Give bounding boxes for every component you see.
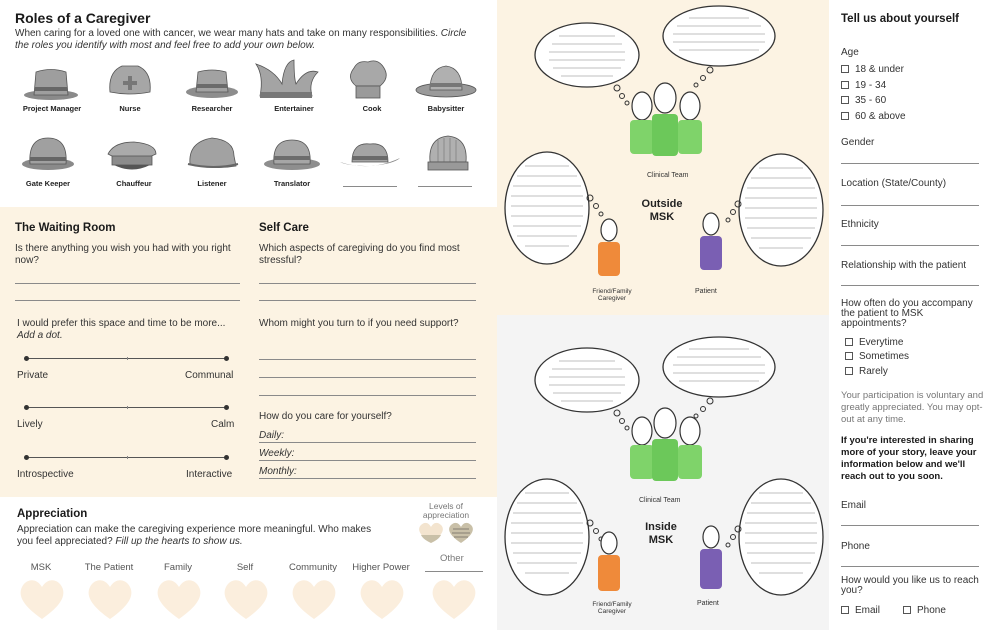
share-note: If you're interested in sharing more of your story, leave your information below and we'll reach out to you soon. bbox=[841, 435, 977, 482]
monthly-label: Monthly: bbox=[259, 466, 297, 477]
scale-2-left: Lively bbox=[17, 419, 43, 430]
scale-1-right: Communal bbox=[185, 370, 234, 381]
stress-line-1[interactable] bbox=[259, 283, 476, 284]
frequency-option-2[interactable] bbox=[845, 351, 909, 362]
appreciation-heart-other-icon[interactable] bbox=[430, 577, 478, 621]
frequency-question: How often do you accompany the patient to MSK appointments? bbox=[841, 298, 973, 329]
phone-label: Phone bbox=[841, 541, 870, 552]
hat-label-8: Chauffeur bbox=[116, 179, 152, 188]
heart-label: Community bbox=[288, 562, 338, 573]
chef-hat-icon bbox=[346, 58, 390, 102]
self-care-q2: Whom might you turn to if you need support? bbox=[259, 318, 459, 329]
self-care-q1: Which aspects of caregiving do you find most stressful? bbox=[259, 243, 460, 266]
age-option-4[interactable] bbox=[841, 111, 906, 122]
prefer-prompt bbox=[17, 318, 247, 342]
weekly-line[interactable] bbox=[259, 460, 476, 461]
reach-checkbox-email[interactable] bbox=[841, 606, 849, 614]
frequency-checkbox-2[interactable] bbox=[845, 352, 853, 360]
roles-instruction: Circle the roles you identify with most and feel free to add your own below. bbox=[15, 28, 467, 51]
hat-label-10: Translator bbox=[273, 179, 311, 188]
outside-msk-label: Outside MSK bbox=[641, 198, 683, 223]
email-label: Email bbox=[841, 500, 867, 511]
inside-msk-panel bbox=[497, 315, 829, 630]
appreciation-heart-icon[interactable] bbox=[86, 577, 134, 621]
listener-hat-icon bbox=[186, 134, 240, 172]
age-option-1-label: 18 & under bbox=[855, 64, 904, 75]
about-section bbox=[829, 0, 994, 630]
appreciation-heart-icon[interactable] bbox=[358, 577, 406, 621]
appreciation-heart-icon[interactable] bbox=[155, 577, 203, 621]
scale-3-left: Introspective bbox=[17, 469, 74, 480]
nurse-cap-icon bbox=[106, 62, 154, 102]
inside-friend-label: Friend/Family Caregiver bbox=[592, 601, 632, 615]
roles-intro-text: When caring for a loved one with cancer, we wear many hats and take on many responsibilities. bbox=[15, 28, 438, 39]
inside-msk-illustration bbox=[497, 315, 829, 630]
location-line[interactable] bbox=[841, 205, 979, 206]
reach-question: How would you like us to reach you? bbox=[841, 575, 979, 596]
heart-label: The Patient bbox=[84, 562, 134, 573]
hat-label-3: Researcher bbox=[191, 104, 233, 113]
phone-line[interactable] bbox=[841, 566, 979, 567]
roles-section bbox=[0, 0, 497, 207]
appreciation-intro-text: Appreciation can make the caregiving experience more meaningful. Who makes you feel appreciated? bbox=[17, 524, 372, 547]
age-option-4-label: 60 & above bbox=[855, 111, 906, 122]
hat-label-6: Babysitter bbox=[427, 104, 465, 113]
waiting-selfcare-section bbox=[0, 207, 497, 497]
gender-line[interactable] bbox=[841, 163, 979, 164]
daily-line[interactable] bbox=[259, 442, 476, 443]
hat-label-4: Entertainer bbox=[274, 104, 314, 113]
researcher-hat-icon bbox=[184, 66, 240, 100]
chauffeur-cap-icon bbox=[104, 138, 160, 174]
age-option-3[interactable] bbox=[841, 95, 886, 106]
translator-hat-icon bbox=[262, 134, 322, 172]
reach-option-phone[interactable] bbox=[903, 605, 946, 616]
age-label: Age bbox=[841, 47, 859, 58]
roles-title: Roles of a Caregiver bbox=[15, 10, 151, 26]
reach-option-email[interactable] bbox=[841, 605, 880, 616]
support-line-1[interactable] bbox=[259, 359, 476, 360]
age-checkbox-4[interactable] bbox=[841, 112, 849, 120]
scale-2-right: Calm bbox=[211, 419, 235, 430]
ethnicity-label: Ethnicity bbox=[841, 219, 879, 230]
frequency-option-1[interactable] bbox=[845, 337, 903, 348]
outside-friend-label: Friend/Family Caregiver bbox=[592, 288, 632, 302]
sun-hat-icon bbox=[414, 62, 478, 100]
inside-msk-label: Inside MSK bbox=[645, 521, 677, 546]
other-label: Other bbox=[440, 553, 464, 564]
age-option-2[interactable] bbox=[841, 80, 886, 91]
jester-hat-icon bbox=[254, 58, 320, 102]
age-checkbox-3[interactable] bbox=[841, 96, 849, 104]
reach-phone-label: Phone bbox=[917, 605, 946, 616]
scale-introspective-interactive[interactable] bbox=[24, 453, 230, 463]
frequency-checkbox-3[interactable] bbox=[845, 367, 853, 375]
hat-label-7: Gate Keeper bbox=[25, 179, 71, 188]
scale-private-communal[interactable] bbox=[24, 354, 230, 364]
support-line-2[interactable] bbox=[259, 377, 476, 378]
scale-1-left: Private bbox=[17, 370, 49, 381]
self-care-q3: How do you care for yourself? bbox=[259, 411, 392, 422]
frequency-option-2-label: Sometimes bbox=[859, 351, 910, 362]
support-line-3[interactable] bbox=[259, 395, 476, 396]
appreciation-intro bbox=[17, 524, 379, 548]
outside-msk-illustration bbox=[497, 0, 829, 315]
self-care-title: Self Care bbox=[259, 222, 309, 234]
frequency-option-3[interactable] bbox=[845, 366, 888, 377]
project-manager-hat-icon bbox=[22, 66, 80, 102]
daily-label: Daily: bbox=[259, 430, 285, 441]
frequency-option-3-label: Rarely bbox=[859, 366, 888, 377]
waiting-answer-line-2[interactable] bbox=[15, 300, 240, 301]
waiting-room-title: The Waiting Room bbox=[15, 222, 116, 234]
heart-label: Higher Power bbox=[352, 562, 410, 573]
relationship-label: Relationship with the patient bbox=[841, 260, 967, 271]
relationship-line[interactable] bbox=[841, 285, 979, 286]
roles-intro bbox=[15, 28, 475, 52]
levels-hearts-icon bbox=[417, 521, 477, 545]
hat-label-5: Cook bbox=[362, 104, 382, 113]
levels-label: Levels of appreciation bbox=[422, 501, 470, 520]
scale-lively-calm[interactable] bbox=[24, 403, 230, 413]
appreciation-instruction: Fill up the hearts to show us. bbox=[115, 536, 243, 547]
age-checkbox-2[interactable] bbox=[841, 81, 849, 89]
hat-label-1: Project Manager bbox=[22, 104, 82, 113]
reach-checkbox-phone[interactable] bbox=[903, 606, 911, 614]
blank-role-2[interactable] bbox=[418, 186, 472, 187]
heart-label: MSK bbox=[30, 562, 52, 573]
appreciation-heart-icon[interactable] bbox=[18, 577, 66, 621]
age-checkbox-1[interactable] bbox=[841, 65, 849, 73]
location-label: Location (State/County) bbox=[841, 178, 947, 189]
voluntary-note: Your participation is voluntary and greatly appreciated. You may opt-out at any time. bbox=[841, 390, 984, 425]
blank-role-1[interactable] bbox=[343, 186, 397, 187]
prefer-hint: Add a dot. bbox=[17, 330, 63, 341]
about-title: Tell us about yourself bbox=[841, 13, 959, 25]
age-option-2-label: 19 - 34 bbox=[855, 80, 887, 91]
inside-clinical-label: Clinical Team bbox=[639, 497, 681, 504]
hat-label-9: Listener bbox=[197, 179, 227, 188]
outside-msk-panel bbox=[497, 0, 829, 315]
age-option-1[interactable] bbox=[841, 64, 904, 75]
age-option-3-label: 35 - 60 bbox=[855, 95, 887, 106]
reach-email-label: Email bbox=[855, 605, 881, 616]
other-line[interactable] bbox=[425, 571, 483, 572]
prefer-text: I would prefer this space and time to be more... bbox=[17, 318, 226, 329]
outside-patient-label: Patient bbox=[695, 288, 717, 295]
scale-3-right: Interactive bbox=[186, 469, 233, 480]
appreciation-heart-icon[interactable] bbox=[290, 577, 338, 621]
appreciation-section bbox=[0, 497, 497, 630]
appreciation-title: Appreciation bbox=[17, 508, 88, 520]
beanie-hat-icon bbox=[424, 134, 472, 174]
gender-label: Gender bbox=[841, 137, 875, 148]
outside-clinical-label: Clinical Team bbox=[647, 172, 689, 179]
waiting-answer-line-1[interactable] bbox=[15, 283, 240, 284]
inside-patient-label: Patient bbox=[697, 600, 719, 607]
heart-label: Family bbox=[164, 562, 192, 573]
weekly-label: Weekly: bbox=[259, 448, 295, 459]
monthly-line[interactable] bbox=[259, 478, 476, 479]
bowler-hat-icon bbox=[20, 134, 76, 172]
ethnicity-line[interactable] bbox=[841, 245, 979, 246]
frequency-checkbox-1[interactable] bbox=[845, 338, 853, 346]
frequency-option-1-label: Everytime bbox=[859, 337, 904, 348]
appreciation-heart-icon[interactable] bbox=[222, 577, 270, 621]
email-line[interactable] bbox=[841, 525, 979, 526]
hat-label-2: Nurse bbox=[119, 104, 141, 113]
fedora-hat-icon bbox=[338, 138, 402, 172]
stress-line-2[interactable] bbox=[259, 300, 476, 301]
waiting-room-question: Is there anything you wish you had with you right now? bbox=[15, 243, 231, 266]
heart-label: Self bbox=[236, 562, 254, 573]
